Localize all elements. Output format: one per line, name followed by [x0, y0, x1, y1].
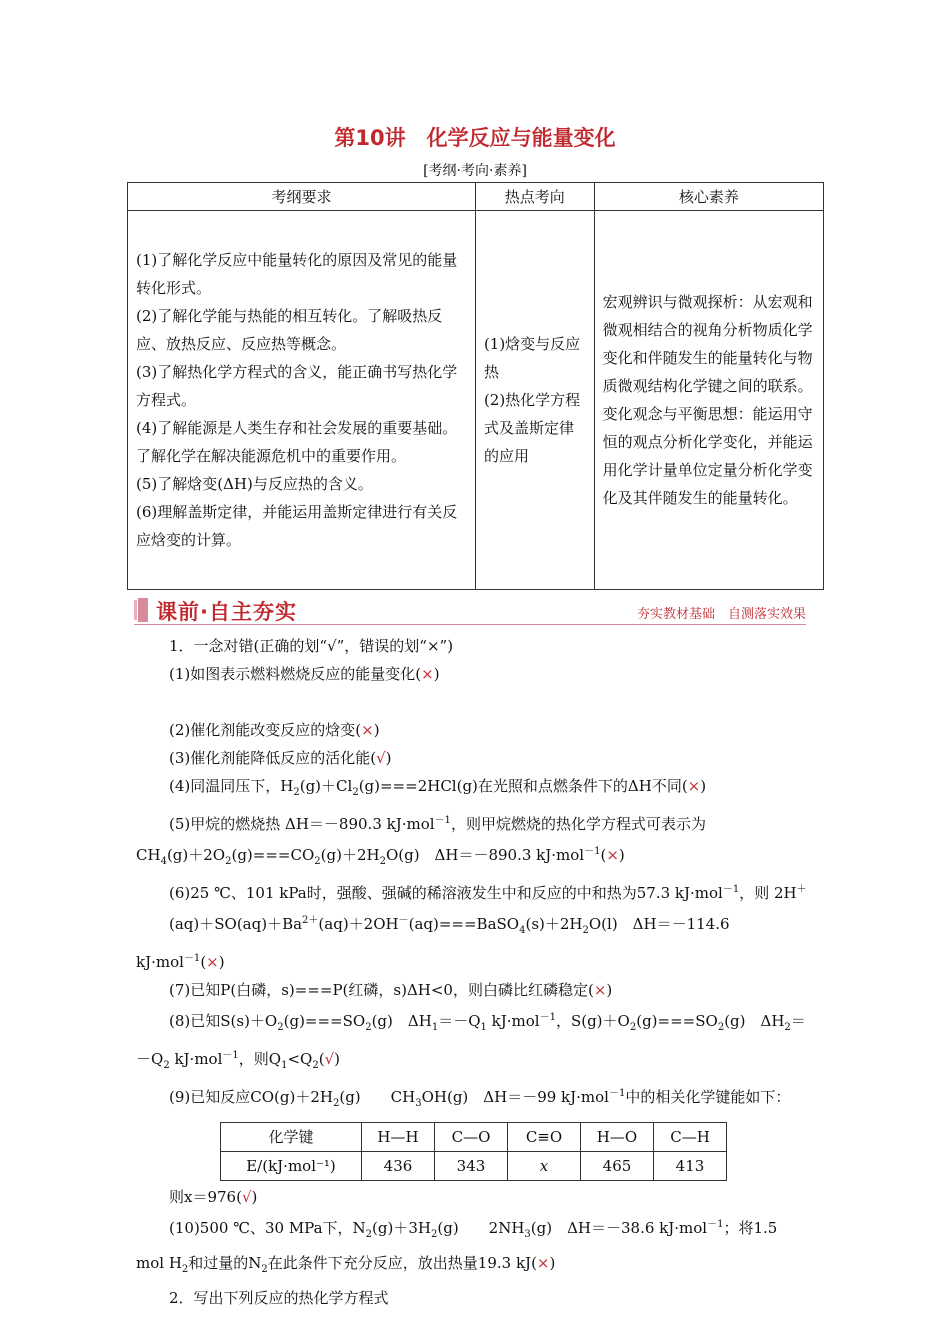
bond-value-cell: 343 — [435, 1152, 508, 1181]
answer-mark: × — [606, 846, 619, 864]
requirement-item: (6)理解盖斯定律，并能运用盖斯定律进行有关反应焓变的计算。 — [136, 503, 458, 549]
q1-item-6-cont: kJ·mol$^{-1}$(×) — [136, 953, 225, 971]
answer-mark: √ — [241, 1188, 252, 1206]
requirements-cell — [128, 211, 476, 590]
hot-topic-item: (2)热化学方程式及盖斯定律的应用 — [483, 391, 581, 465]
exercise-content — [136, 632, 816, 1312]
q1-item-9-answer: 则x＝976(√) — [169, 1188, 258, 1206]
q1-item-3: (3)催化剂能降低反应的活化能(√) — [169, 749, 392, 767]
hot-topic-item: (1)焓变与反应热 — [483, 335, 581, 381]
requirement-item: (4)了解能源是人类生存和社会发展的重要基础。了解化学在解决能源危机中的重要作用。 — [136, 419, 458, 465]
header-hot-topics: 热点考向 — [475, 183, 594, 211]
banner-accent — [134, 600, 137, 620]
answer-mark: × — [536, 1254, 550, 1272]
q1-item-8: (8)已知$S(s)+O_2(g)===SO_2(g)$ $\Delta H_1=-Q_1$ kJ·mol$^{-1}$，$S(g)+O_2(g)===SO_2(g)$ $\Delta H_2=$ — [169, 1012, 806, 1033]
q1-intro: 1．一念对错(正确的划“√”，错误的划“×”) — [169, 637, 454, 655]
requirement-item: (1)了解化学反应中能量转化的原因及常见的能量转化形式。 — [136, 251, 458, 297]
answer-mark: × — [593, 981, 607, 999]
bond-value-cell: 436 — [362, 1152, 435, 1181]
section-tagline: 夯实教材基础 自测落实效果 — [636, 607, 806, 622]
q1-item-8-cont: $-Q_2$ kJ·mol$^{-1}$，则$Q_1<Q_2(√)$ — [136, 1050, 340, 1071]
bond-header-cell: C≡O — [508, 1123, 581, 1152]
bond-value-cell: 413 — [654, 1152, 727, 1181]
bond-header-cell: 化学键 — [221, 1123, 362, 1152]
outline-table — [127, 182, 824, 590]
literacy-item: 变化观念与平衡思想：能运用守恒的观点分析化学变化，并能运用化学计量单位定量分析化学变化及其伴随发生的能量转化。 — [602, 405, 813, 507]
q1-item-1: (1)如图表示燃料燃烧反应的能量变化(×) — [169, 665, 440, 683]
hot-topics-cell — [475, 211, 594, 590]
q1-item-4: (4)同温同压下，$H_2(g)+Cl_2(g)===2HCl(g)$在光照和点燃条件下的ΔH不同(×) — [169, 777, 707, 798]
figure-gap — [136, 688, 816, 716]
q1-item-5-cont: $CH_4(g)+2O_2(g)===CO_2(g)+2H_2O(g)$ ΔH＝－890.3 kJ·mol$^{-1}$(×) — [136, 846, 625, 867]
banner-bar — [138, 598, 148, 622]
answer-mark: × — [421, 665, 434, 683]
bond-value-cell: x — [508, 1152, 581, 1181]
answer-mark: × — [206, 953, 219, 971]
literacy-item: 宏观辨识与微观探析：从宏观和微观相结合的视角分析物质化学变化和伴随发生的能量转化与物质微观结构化学键之间的联系。 — [602, 293, 813, 395]
q1-item-10: (10)500 ℃、30 MPa下，$N_2(g)+3H_2(g)$ $2NH_3(g)$ ΔH＝－38.6 kJ·mol$^{-1}$；将1.5 — [169, 1219, 778, 1240]
requirement-item: (2)了解化学能与热能的相互转化。了解吸热反应、放热反应、反应热等概念。 — [136, 307, 443, 353]
q1-item-5: (5)甲烷的燃烧热 ΔH＝－890.3 kJ·mol$^{-1}$，则甲烷燃烧的热化学方程式可表示为 — [169, 815, 706, 833]
page-title: 第10讲 化学反应与能量变化 — [334, 126, 616, 150]
banner-underline — [134, 624, 806, 625]
section-heading: 课前·自主夯实 — [156, 600, 297, 624]
bond-header-cell: C—H — [654, 1123, 727, 1152]
bond-value-cell: E/(kJ·mol⁻¹) — [221, 1152, 362, 1181]
bond-value-cell: 465 — [581, 1152, 654, 1181]
q1-item-2: (2)催化剂能改变反应的焓变(×) — [169, 721, 380, 739]
literacy-cell — [594, 211, 823, 590]
bond-header-cell: H—O — [581, 1123, 654, 1152]
page-subtitle: [考纲·考向·素养] — [423, 163, 527, 179]
q1-item-10-cont: mol $H_2$和过量的$N_2$在此条件下充分反应，放出热量19.3 kJ(×) — [136, 1254, 556, 1275]
q1-item-6: (6)25 ℃、101 kPa时，强酸、强碱的稀溶液发生中和反应的中和热为57.3 kJ·mol$^{-1}$，则 $2H^+(aq)+SO(aq)+Ba^{2+}(aq)+2OH^-(aq)===BaSO_4(s)+2H_2O(l)$ ΔH＝－114.6 — [169, 884, 807, 936]
header-requirements: 考纲要求 — [128, 183, 476, 211]
q1-item-7: (7)已知P(白磷，s)===P(红磷，s)ΔH<0，则白磷比红磷稳定(×) — [169, 981, 613, 999]
bond-energy-table — [220, 1122, 727, 1181]
section-banner — [134, 596, 806, 626]
requirement-item: (3)了解热化学方程式的含义，能正确书写热化学方程式。 — [136, 363, 458, 409]
q1-item-9: (9)已知反应$CO(g)+2H_2(g)$ $CH_3OH(g)$ ΔH＝－99 kJ·mol$^{-1}$中的相关化学键能如下： — [169, 1088, 791, 1109]
q2-intro: 2．写出下列反应的热化学方程式 — [169, 1289, 389, 1307]
bond-header-cell: H—H — [362, 1123, 435, 1152]
answer-mark: × — [687, 777, 701, 795]
bond-header-cell: C—O — [435, 1123, 508, 1152]
answer-mark: √ — [324, 1050, 335, 1068]
answer-mark: × — [361, 721, 374, 739]
requirement-item: (5)了解焓变(ΔH)与反应热的含义。 — [136, 475, 373, 493]
answer-mark: √ — [376, 749, 386, 767]
header-literacy: 核心素养 — [594, 183, 823, 211]
